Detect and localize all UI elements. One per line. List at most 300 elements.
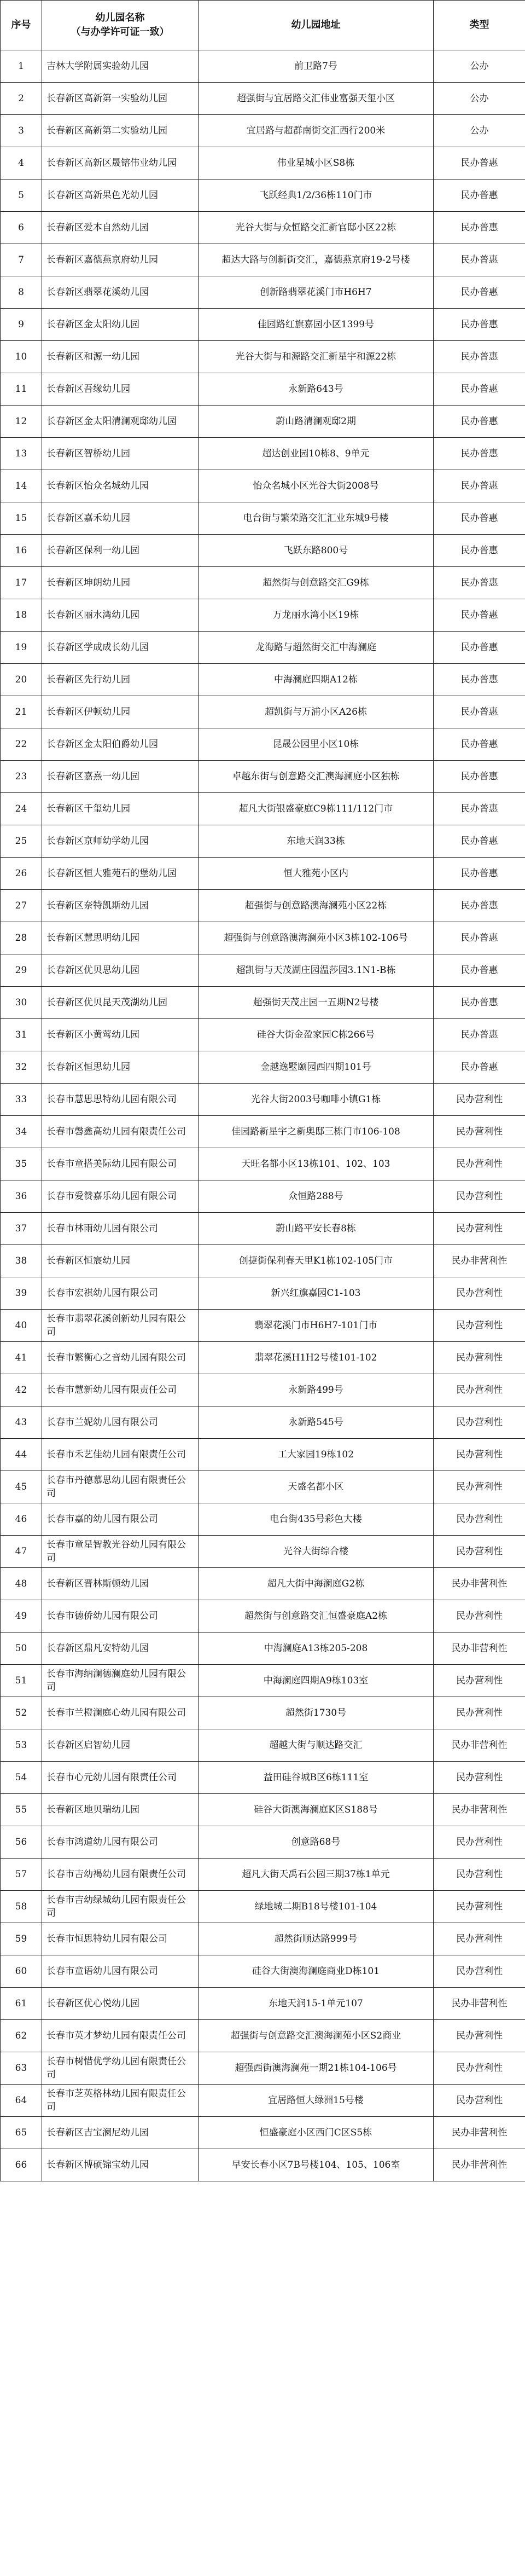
cell-type: 民办普惠	[434, 954, 525, 987]
cell-type: 民办非营利性	[434, 1633, 525, 1665]
cell-no: 54	[1, 1762, 42, 1794]
cell-address: 恒盛豪庭小区西门C区S5栋	[199, 2117, 434, 2149]
table-row	[1, 1859, 525, 1891]
cell-type: 民办营利性	[434, 1439, 525, 1471]
cell-no: 4	[1, 147, 42, 180]
table-row	[1, 793, 525, 825]
cell-address: 超然街与创意路交汇G9栋	[199, 567, 434, 599]
cell-no: 29	[1, 954, 42, 987]
cell-address: 佳园路新星宇之新奥邸三栋门市106-108	[199, 1116, 434, 1148]
cell-no: 52	[1, 1697, 42, 1729]
cell-no: 28	[1, 922, 42, 954]
cell-no: 15	[1, 502, 42, 535]
cell-name: 长春市慧思思特幼儿园有限公司	[42, 1084, 199, 1116]
table-row	[1, 1729, 525, 1762]
cell-no: 37	[1, 1213, 42, 1245]
cell-name: 长春市繁衡心之音幼儿园有限公司	[42, 1342, 199, 1374]
cell-type: 民办营利性	[434, 1277, 525, 1310]
table-row	[1, 1536, 525, 1568]
cell-no: 36	[1, 1180, 42, 1213]
table-row	[1, 2052, 525, 2085]
cell-no: 47	[1, 1536, 42, 1568]
cell-name: 长春市心元幼儿园有限责任公司	[42, 1762, 199, 1794]
cell-address: 超达大路与创新街交汇，嘉德燕京府19-2号楼	[199, 244, 434, 276]
table-row	[1, 276, 525, 309]
header-name-label: 幼儿园名称	[95, 12, 145, 24]
table-row	[1, 1245, 525, 1277]
cell-name: 长春新区嘉禾幼儿园	[42, 502, 199, 535]
table-row	[1, 115, 525, 147]
cell-type: 民办营利性	[434, 1406, 525, 1439]
cell-no: 16	[1, 535, 42, 567]
cell-address: 飞跃经典1/2/36栋110门市	[199, 180, 434, 212]
table-row	[1, 2085, 525, 2117]
table-row	[1, 1406, 525, 1439]
cell-address: 光谷大街与众恒路交汇新官邸小区22栋	[199, 212, 434, 244]
cell-address: 创意路68号	[199, 1826, 434, 1859]
cell-name: 长春市慧新幼儿园有限责任公司	[42, 1374, 199, 1406]
cell-address: 益田硅谷城B区6栋111室	[199, 1762, 434, 1794]
cell-address: 早安长春小区7B号楼104、105、106室	[199, 2149, 434, 2181]
cell-name: 长春新区慧思明幼儿园	[42, 922, 199, 954]
cell-address: 中海澜庭四期A9栋103室	[199, 1665, 434, 1697]
table-row	[1, 728, 525, 761]
cell-no: 12	[1, 406, 42, 438]
cell-address: 宜居路恒大绿洲15号楼	[199, 2085, 434, 2117]
table-row	[1, 1697, 525, 1729]
cell-type: 民办普惠	[434, 825, 525, 858]
cell-name: 长春市海纳澜德澜庭幼儿园有限公司	[42, 1665, 199, 1697]
table-row	[1, 1503, 525, 1536]
cell-type: 民办普惠	[434, 728, 525, 761]
cell-name: 长春新区吾缘幼儿园	[42, 373, 199, 406]
cell-type: 民办营利性	[434, 2052, 525, 2085]
cell-no: 17	[1, 567, 42, 599]
cell-type: 民办营利性	[434, 1923, 525, 1955]
cell-no: 30	[1, 987, 42, 1019]
cell-name: 长春新区优贝思幼儿园	[42, 954, 199, 987]
cell-address: 永新路545号	[199, 1406, 434, 1439]
cell-address: 中海澜庭A13栋205-208	[199, 1633, 434, 1665]
cell-type: 民办营利性	[434, 1342, 525, 1374]
cell-no: 26	[1, 858, 42, 890]
cell-type: 民办非营利性	[434, 1794, 525, 1826]
table-row	[1, 180, 525, 212]
cell-address: 超然街与创意路交汇恒盛豪庭A2栋	[199, 1600, 434, 1633]
cell-address: 怡众名城小区光谷大街2008号	[199, 470, 434, 502]
cell-address: 前卫路7号	[199, 50, 434, 83]
cell-type: 民办普惠	[434, 147, 525, 180]
cell-name: 长春新区金太阳幼儿园	[42, 309, 199, 341]
table-row	[1, 567, 525, 599]
cell-address: 光谷大街与和源路交汇新星宇和源22栋	[199, 341, 434, 373]
table-row	[1, 1116, 525, 1148]
table-row	[1, 1310, 525, 1342]
cell-address: 超强街与宜居路交汇伟业富强天玺小区	[199, 83, 434, 115]
cell-address: 光谷大街综合楼	[199, 1536, 434, 1568]
cell-no: 22	[1, 728, 42, 761]
cell-no: 1	[1, 50, 42, 83]
cell-address: 恒大雅苑小区内	[199, 858, 434, 890]
table-row	[1, 1277, 525, 1310]
cell-name: 长春新区鼎凡安特幼儿园	[42, 1633, 199, 1665]
header-address: 幼儿园地址	[199, 1, 434, 50]
table-row	[1, 1439, 525, 1471]
table-row	[1, 1051, 525, 1084]
table-row	[1, 309, 525, 341]
cell-type: 公办	[434, 83, 525, 115]
table-row	[1, 858, 525, 890]
cell-address: 绿地城二期B18号楼101-104	[199, 1891, 434, 1923]
cell-no: 38	[1, 1245, 42, 1277]
cell-no: 21	[1, 696, 42, 728]
cell-address: 工大家园19栋102	[199, 1439, 434, 1471]
cell-name: 长春新区优心悦幼儿园	[42, 1988, 199, 2020]
cell-type: 民办营利性	[434, 1536, 525, 1568]
cell-type: 民办普惠	[434, 987, 525, 1019]
table-row	[1, 535, 525, 567]
cell-type: 民办普惠	[434, 502, 525, 535]
table-row	[1, 1665, 525, 1697]
cell-address: 电台街435号彩色大楼	[199, 1503, 434, 1536]
table-row	[1, 1955, 525, 1988]
cell-type: 民办营利性	[434, 1762, 525, 1794]
cell-address: 宜居路与超群南街交汇西行200米	[199, 115, 434, 147]
cell-no: 10	[1, 341, 42, 373]
table-row	[1, 987, 525, 1019]
cell-no: 66	[1, 2149, 42, 2181]
cell-name: 长春新区高新第二实验幼儿园	[42, 115, 199, 147]
cell-address: 超强街与创意路澳海澜苑小区3栋102-106号	[199, 922, 434, 954]
cell-name: 长春新区高新区晟镕伟业幼儿园	[42, 147, 199, 180]
cell-address: 超凡大街中海澜庭G2栋	[199, 1568, 434, 1600]
table-row	[1, 1633, 525, 1665]
cell-name: 长春新区金太阳清澜观邸幼儿园	[42, 406, 199, 438]
cell-no: 32	[1, 1051, 42, 1084]
cell-name: 长春市恒思特幼儿园有限公司	[42, 1923, 199, 1955]
cell-type: 民办营利性	[434, 1148, 525, 1180]
cell-type: 民办普惠	[434, 890, 525, 922]
cell-no: 9	[1, 309, 42, 341]
cell-name: 长春新区恒宸幼儿园	[42, 1245, 199, 1277]
cell-no: 63	[1, 2052, 42, 2085]
cell-no: 48	[1, 1568, 42, 1600]
cell-type: 民办普惠	[434, 599, 525, 632]
cell-type: 公办	[434, 50, 525, 83]
cell-no: 13	[1, 438, 42, 470]
cell-no: 56	[1, 1826, 42, 1859]
cell-type: 民办普惠	[434, 1051, 525, 1084]
cell-address: 创捷街保利春天里K1栋102-105门市	[199, 1245, 434, 1277]
cell-no: 23	[1, 761, 42, 793]
table-row	[1, 147, 525, 180]
cell-no: 40	[1, 1310, 42, 1342]
table-row	[1, 1794, 525, 1826]
cell-no: 44	[1, 1439, 42, 1471]
cell-type: 民办营利性	[434, 1180, 525, 1213]
cell-no: 64	[1, 2085, 42, 2117]
table-row	[1, 1471, 525, 1503]
cell-address: 超然街1730号	[199, 1697, 434, 1729]
cell-type: 民办普惠	[434, 535, 525, 567]
table-row	[1, 244, 525, 276]
cell-type: 民办普惠	[434, 373, 525, 406]
cell-type: 民办普惠	[434, 244, 525, 276]
cell-name: 长春新区伊顿幼儿园	[42, 696, 199, 728]
cell-no: 55	[1, 1794, 42, 1826]
header-no: 序号	[1, 1, 42, 50]
cell-name: 长春新区高新果色光幼儿园	[42, 180, 199, 212]
cell-no: 59	[1, 1923, 42, 1955]
cell-type: 民办非营利性	[434, 2117, 525, 2149]
header-name	[42, 1, 199, 50]
cell-name: 长春新区学成成长幼儿园	[42, 632, 199, 664]
cell-type: 民办营利性	[434, 1859, 525, 1891]
cell-type: 民办营利性	[434, 1310, 525, 1342]
table-row	[1, 664, 525, 696]
table-row	[1, 1600, 525, 1633]
cell-address: 超然街顺达路999号	[199, 1923, 434, 1955]
cell-address: 超强街与创意路交汇澳海澜苑小区S2商业	[199, 2020, 434, 2052]
table-row	[1, 212, 525, 244]
cell-type: 民办普惠	[434, 858, 525, 890]
cell-name: 长春市兰橙澜庭心幼儿园有限公司	[42, 1697, 199, 1729]
table-row	[1, 1180, 525, 1213]
cell-name: 长春新区启智幼儿园	[42, 1729, 199, 1762]
cell-type: 民办营利性	[434, 1116, 525, 1148]
cell-address: 新兴红旗嘉园C1-103	[199, 1277, 434, 1310]
cell-address: 永新路643号	[199, 373, 434, 406]
cell-no: 20	[1, 664, 42, 696]
cell-name: 长春新区先行幼儿园	[42, 664, 199, 696]
cell-name: 长春新区金太阳伯爵幼儿园	[42, 728, 199, 761]
cell-address: 超越大街与顺达路交汇	[199, 1729, 434, 1762]
cell-address: 卓越东街与创意路交汇澳海澜庭小区独栋	[199, 761, 434, 793]
cell-address: 飞跃东路800号	[199, 535, 434, 567]
table-row	[1, 2117, 525, 2149]
cell-name: 长春新区爱本自然幼儿园	[42, 212, 199, 244]
cell-name: 长春市德侨幼儿园有限公司	[42, 1600, 199, 1633]
cell-name: 长春市英才梦幼儿园有限责任公司	[42, 2020, 199, 2052]
cell-name: 长春市童语幼儿园有限公司	[42, 1955, 199, 1988]
cell-address: 超达创业园10栋8、9单元	[199, 438, 434, 470]
table-row	[1, 1826, 525, 1859]
cell-address: 天旺名都小区13栋101、102、103	[199, 1148, 434, 1180]
cell-no: 31	[1, 1019, 42, 1051]
cell-no: 7	[1, 244, 42, 276]
cell-name: 长春市芝英格林幼儿园有限责任公司	[42, 2085, 199, 2117]
cell-name: 长春新区翡翠花溪幼儿园	[42, 276, 199, 309]
cell-name: 长春市禾艺佳幼儿园有限责任公司	[42, 1439, 199, 1471]
cell-address: 昆晟公园里小区10栋	[199, 728, 434, 761]
cell-type: 民办营利性	[434, 1600, 525, 1633]
cell-address: 超强街与创意路澳海澜苑小区22栋	[199, 890, 434, 922]
cell-name: 长春市树惜优学幼儿园有限责任公司	[42, 2052, 199, 2085]
cell-address: 万龙丽水湾小区19栋	[199, 599, 434, 632]
cell-name: 长春新区地贝瑞幼儿园	[42, 1794, 199, 1826]
cell-address: 硅谷大街金盈家园C栋266号	[199, 1019, 434, 1051]
table-row	[1, 599, 525, 632]
cell-type: 民办普惠	[434, 406, 525, 438]
cell-name: 长春新区优贝昆天茂湖幼儿园	[42, 987, 199, 1019]
cell-no: 65	[1, 2117, 42, 2149]
cell-no: 25	[1, 825, 42, 858]
cell-address: 东地天润33栋	[199, 825, 434, 858]
cell-address: 翡翠花溪门市H6H7-101门市	[199, 1310, 434, 1342]
cell-name: 长春新区坤朗幼儿园	[42, 567, 199, 599]
table-row	[1, 373, 525, 406]
cell-type: 民办非营利性	[434, 1729, 525, 1762]
cell-no: 3	[1, 115, 42, 147]
cell-name: 长春市童搭美际幼儿园有限公司	[42, 1148, 199, 1180]
cell-address: 金越逸墅颐园西四期101号	[199, 1051, 434, 1084]
cell-type: 公办	[434, 115, 525, 147]
cell-name: 长春新区吉宝澜尼幼儿园	[42, 2117, 199, 2149]
cell-no: 53	[1, 1729, 42, 1762]
cell-type: 民办普惠	[434, 341, 525, 373]
cell-no: 34	[1, 1116, 42, 1148]
cell-name: 长春市翡翠花溪创新幼儿园有限公司	[42, 1310, 199, 1342]
table-row	[1, 406, 525, 438]
table-row	[1, 1342, 525, 1374]
cell-name: 长春市馨鑫高幼儿园有限责任公司	[42, 1116, 199, 1148]
cell-type: 民办普惠	[434, 696, 525, 728]
table-row	[1, 1891, 525, 1923]
table-row	[1, 632, 525, 664]
cell-address: 蔚山路平安长春8栋	[199, 1213, 434, 1245]
cell-type: 民办普惠	[434, 922, 525, 954]
cell-no: 18	[1, 599, 42, 632]
cell-no: 45	[1, 1471, 42, 1503]
cell-name: 长春新区高新第一实验幼儿园	[42, 83, 199, 115]
cell-name: 长春新区千玺幼儿园	[42, 793, 199, 825]
table-row	[1, 2020, 525, 2052]
table-row	[1, 1374, 525, 1406]
table-row	[1, 50, 525, 83]
cell-type: 民办普惠	[434, 276, 525, 309]
cell-name: 长春市吉幼褐幼儿园有限责任公司	[42, 1859, 199, 1891]
cell-name: 长春新区京师幼学幼儿园	[42, 825, 199, 858]
cell-address: 光谷大街2003号咖啡小镇G1栋	[199, 1084, 434, 1116]
cell-no: 49	[1, 1600, 42, 1633]
cell-name: 长春新区小黄莺幼儿园	[42, 1019, 199, 1051]
cell-no: 14	[1, 470, 42, 502]
cell-type: 民办营利性	[434, 1697, 525, 1729]
cell-address: 电台街与繁荣路交汇汇业东城9号楼	[199, 502, 434, 535]
cell-type: 民办普惠	[434, 632, 525, 664]
table-row	[1, 1568, 525, 1600]
cell-type: 民办非营利性	[434, 1568, 525, 1600]
cell-address: 众恒路288号	[199, 1180, 434, 1213]
cell-address: 佳园路红旗嘉园小区1399号	[199, 309, 434, 341]
cell-name: 长春市童星智教光谷幼儿园有限公司	[42, 1536, 199, 1568]
cell-type: 民办营利性	[434, 1374, 525, 1406]
cell-type: 民办非营利性	[434, 1988, 525, 2020]
cell-address: 硅谷大街澳海澜庭商业D栋101	[199, 1955, 434, 1988]
cell-name: 长春新区博硕锦宝幼儿园	[42, 2149, 199, 2181]
cell-name: 长春新区怡众名城幼儿园	[42, 470, 199, 502]
cell-type: 民办普惠	[434, 470, 525, 502]
cell-no: 19	[1, 632, 42, 664]
cell-name: 长春新区保利一幼儿园	[42, 535, 199, 567]
cell-no: 60	[1, 1955, 42, 1988]
table-row	[1, 954, 525, 987]
table-header-row	[1, 1, 525, 50]
cell-address: 天盛名都小区	[199, 1471, 434, 1503]
cell-address: 硅谷大街澳海澜庭K区S188号	[199, 1794, 434, 1826]
header-type: 类型	[434, 1, 525, 50]
table-row	[1, 1084, 525, 1116]
cell-type: 民办营利性	[434, 1826, 525, 1859]
cell-type: 民办营利性	[434, 2020, 525, 2052]
cell-no: 51	[1, 1665, 42, 1697]
cell-address: 蔚山路清澜观邸2期	[199, 406, 434, 438]
cell-type: 民办普惠	[434, 761, 525, 793]
cell-type: 民办非营利性	[434, 1245, 525, 1277]
cell-address: 中海澜庭四期A12栋	[199, 664, 434, 696]
cell-no: 57	[1, 1859, 42, 1891]
cell-name: 长春新区智桥幼儿园	[42, 438, 199, 470]
cell-name: 长春新区恒大雅苑石的堡幼儿园	[42, 858, 199, 890]
table-row	[1, 696, 525, 728]
table-row	[1, 1148, 525, 1180]
cell-name: 长春新区和源一幼儿园	[42, 341, 199, 373]
cell-name: 长春新区恒思幼儿园	[42, 1051, 199, 1084]
cell-type: 民办营利性	[434, 2085, 525, 2117]
cell-no: 43	[1, 1406, 42, 1439]
cell-name: 长春新区奈特凯斯幼儿园	[42, 890, 199, 922]
cell-address: 翡翠花溪H1H2号楼101-102	[199, 1342, 434, 1374]
table-row	[1, 470, 525, 502]
cell-type: 民办非营利性	[434, 2149, 525, 2181]
cell-type: 民办营利性	[434, 1471, 525, 1503]
cell-name: 长春市林雨幼儿园有限公司	[42, 1213, 199, 1245]
cell-type: 民办营利性	[434, 1213, 525, 1245]
cell-no: 41	[1, 1342, 42, 1374]
cell-type: 民办普惠	[434, 438, 525, 470]
cell-type: 民办普惠	[434, 664, 525, 696]
table-row	[1, 825, 525, 858]
cell-no: 62	[1, 2020, 42, 2052]
cell-address: 超强西街澳海澜苑一期21栋104-106号	[199, 2052, 434, 2085]
cell-name: 长春新区嘉熹一幼儿园	[42, 761, 199, 793]
cell-name: 长春新区嘉德燕京府幼儿园	[42, 244, 199, 276]
header-name-note: （与办学许可证一致）	[71, 26, 170, 38]
cell-address: 东地天润15-1单元107	[199, 1988, 434, 2020]
cell-name: 长春新区丽水湾幼儿园	[42, 599, 199, 632]
cell-type: 民办营利性	[434, 1891, 525, 1923]
cell-type: 民办普惠	[434, 309, 525, 341]
table-body	[1, 50, 525, 2181]
cell-type: 民办营利性	[434, 1503, 525, 1536]
cell-name: 长春市宏祺幼儿园有限公司	[42, 1277, 199, 1310]
cell-no: 61	[1, 1988, 42, 2020]
cell-name: 长春市兰妮幼儿园有限公司	[42, 1406, 199, 1439]
table-row	[1, 438, 525, 470]
cell-address: 超凯街与万浦小区A26栋	[199, 696, 434, 728]
cell-type: 民办普惠	[434, 567, 525, 599]
table-row	[1, 1213, 525, 1245]
cell-name: 长春新区晋林斯顿幼儿园	[42, 1568, 199, 1600]
cell-no: 11	[1, 373, 42, 406]
cell-address: 超凡大街银盛豪庭C9栋111/112门市	[199, 793, 434, 825]
cell-name: 长春市爱赞嘉乐幼儿园有限公司	[42, 1180, 199, 1213]
cell-no: 42	[1, 1374, 42, 1406]
table-row	[1, 1762, 525, 1794]
cell-name: 吉林大学附属实验幼儿园	[42, 50, 199, 83]
cell-type: 民办普惠	[434, 180, 525, 212]
cell-no: 46	[1, 1503, 42, 1536]
